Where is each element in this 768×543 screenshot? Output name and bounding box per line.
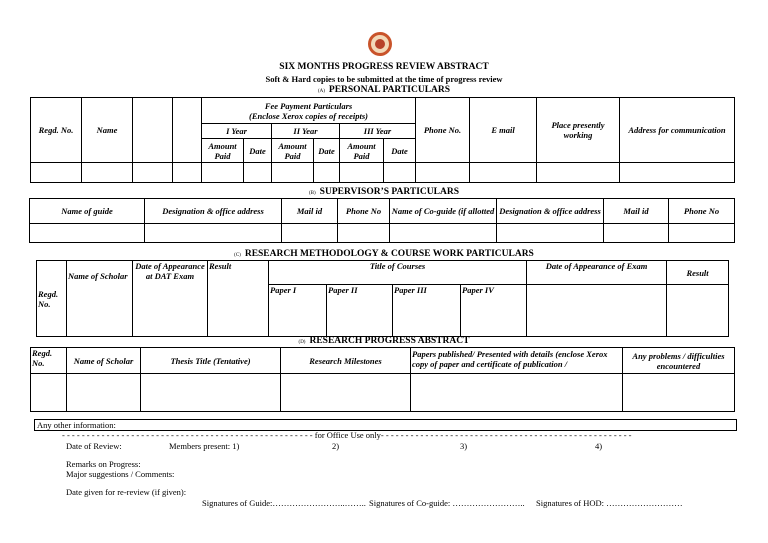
amount-paid-header: Amount Paid: [202, 139, 244, 163]
input-row[interactable]: [31, 374, 735, 412]
section-b-heading: (B) SUPERVISOR’S PARTICULARS: [309, 187, 459, 197]
signature-co-guide: Signatures of Co-guide: ……………………..: [369, 498, 525, 508]
personal-particulars-table: [30, 97, 735, 183]
section-c-heading: (C) RESEARCH METHODOLOGY & COURSE WORK PARTICULARS: [234, 249, 534, 259]
header-exam-date: Date of Appearance of Exam: [527, 261, 667, 285]
member-4-label: 4): [595, 441, 603, 451]
institution-logo: [367, 31, 393, 57]
signature-guide: Signatures of Guide:……………………..……..: [202, 498, 366, 508]
progress-abstract-table: [30, 347, 735, 412]
header-regd-no: Regd. No.: [31, 98, 82, 163]
signature-hod: Signatures of HOD: ………………………: [536, 498, 683, 508]
amount-paid-header: Amount Paid: [340, 139, 384, 163]
header-regd-no: Regd. No.: [31, 348, 67, 374]
header-regd-no: Regd. No.: [37, 261, 67, 337]
date-of-review-label: Date of Review:: [66, 441, 122, 451]
header-name-of-scholar: Name of Scholar: [67, 261, 133, 337]
member-3-label: 3): [460, 441, 468, 451]
header-paper-4: Paper IV: [461, 285, 527, 337]
input-row[interactable]: [30, 224, 735, 243]
fee-payment-header: Fee Payment Particulars (Enclose Xerox copies of receipts): [202, 98, 416, 124]
office-use-divider: - - - - - - - - - - - - - - - - - - - - - - - - - - - - - - - - - - - - - - - - - - - - - - - - - - - for Office Use only- - - - - - - - - - - - - - - - - - - - - - - - - - - - - - - - - - - - - - - - - - - - - - - - - - -: [62, 430, 632, 440]
suggestions-label: Major suggestions / Comments:: [66, 469, 175, 479]
re-review-label: Date given for re-review (if given):: [66, 487, 187, 497]
header-name-of-guide: Name of guide: [30, 199, 145, 224]
header-name-of-scholar: Name of Scholar: [67, 348, 141, 374]
blank-header: [133, 98, 173, 163]
header-designation: Designation & office address: [145, 199, 282, 224]
other-information-label: Any other information:: [37, 420, 116, 430]
header-place: Place presently working: [537, 98, 620, 163]
header-mail-id: Mail id: [282, 199, 338, 224]
form-subtitle: Soft & Hard copies to be submitted at the time of progress review: [265, 74, 503, 84]
header-result: Result: [208, 261, 269, 337]
members-present-label: Members present: 1): [169, 441, 240, 451]
header-name: Name: [82, 98, 133, 163]
section-d-heading: (D) RESEARCH PROGRESS ABSTRACT: [298, 336, 470, 346]
supervisor-table: [29, 198, 735, 243]
header-title-of-courses: Title of Courses: [269, 261, 527, 285]
date-header: Date: [314, 139, 340, 163]
remarks-label: Remarks on Progress:: [66, 459, 141, 469]
header-paper-1: Paper I: [269, 285, 327, 337]
header-co-guide: Name of Co-guide (if allotted: [390, 199, 497, 224]
header-thesis-title: Thesis Title (Tentative): [141, 348, 281, 374]
header-email: E mail: [470, 98, 537, 163]
header-date-of-appearance: Date of Appearance at DAT Exam: [133, 261, 208, 337]
header-co-phone-no: Phone No: [669, 199, 735, 224]
year-1-header: I Year: [202, 124, 272, 139]
blank-header: [173, 98, 202, 163]
header-paper-3: Paper III: [393, 285, 461, 337]
date-header: Date: [384, 139, 416, 163]
form-title: SIX MONTHS PROGRESS REVIEW ABSTRACT: [279, 62, 489, 72]
header-phone: Phone No.: [416, 98, 470, 163]
member-2-label: 2): [332, 441, 340, 451]
header-result-2: Result: [667, 261, 729, 285]
header-paper-2: Paper II: [327, 285, 393, 337]
header-address: Address for communication: [620, 98, 735, 163]
input-row[interactable]: [31, 163, 735, 183]
methodology-table: [36, 260, 729, 337]
header-problems: Any problems / difficulties encountered: [623, 348, 735, 374]
header-co-mail-id: Mail id: [604, 199, 669, 224]
header-research-milestones: Research Milestones: [281, 348, 411, 374]
year-3-header: III Year: [340, 124, 416, 139]
header-co-designation: Designation & office address: [497, 199, 604, 224]
date-header: Date: [244, 139, 272, 163]
year-2-header: II Year: [272, 124, 340, 139]
header-papers-published: Papers published/ Presented with details (enclose Xerox copy of paper and certificate of publication /: [411, 348, 623, 374]
section-a-heading: (A) PERSONAL PARTICULARS: [317, 85, 451, 95]
header-phone-no: Phone No: [338, 199, 390, 224]
amount-paid-header: Amount Paid: [272, 139, 314, 163]
